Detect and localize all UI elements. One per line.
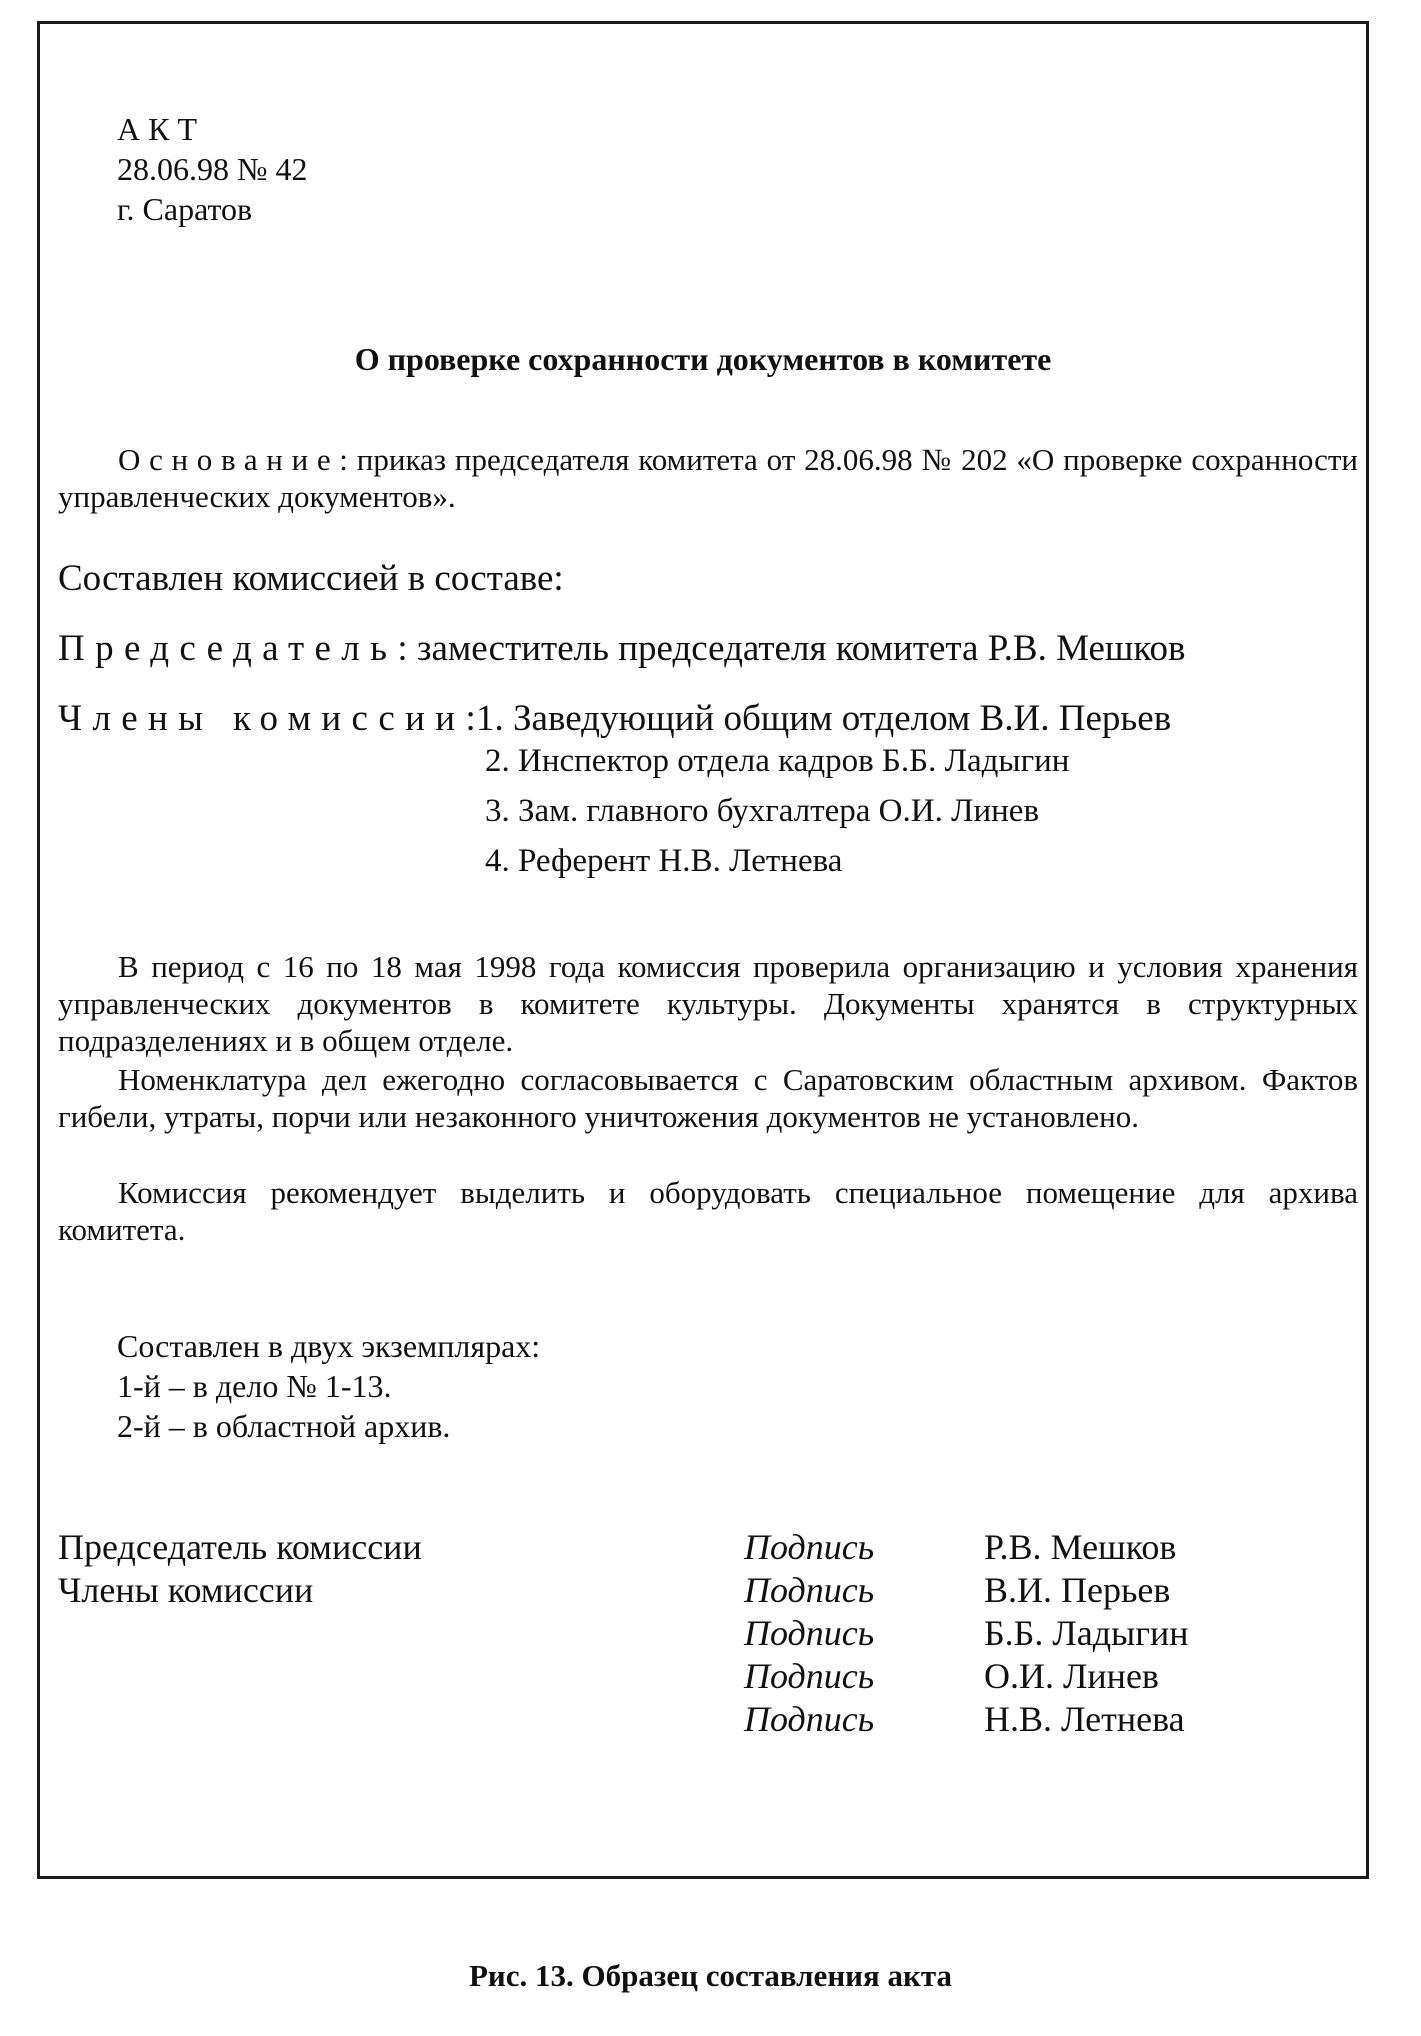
signature-names <box>984 1526 1189 1741</box>
role-chairman: Председатель комиссии <box>58 1527 422 1567</box>
signature-marks <box>744 1526 874 1741</box>
basis-text: : приказ председателя комитета от 28.06.98 № 202 «О проверке сохранности управленческих документов». <box>58 442 1358 514</box>
basis-paragraph <box>58 441 1358 515</box>
basis-label: Основание <box>118 442 340 477</box>
member-item: 1. Заведующий общим отделом В.И. Перьев <box>476 698 1172 739</box>
signature-roles <box>58 1526 422 1612</box>
commission-intro: Составлен комиссией в составе: <box>58 558 564 599</box>
member-item: 4. Референт Н.В. Летнева <box>485 843 843 879</box>
role-members: Члены комиссии <box>58 1570 314 1610</box>
doc-date-number: 28.06.98 № 42 <box>117 151 308 187</box>
doc-type: А К Т <box>117 111 197 147</box>
copies-item: 2-й – в областной архив. <box>117 1408 451 1444</box>
chairman-label: Председатель <box>58 628 398 669</box>
body-paragraph: В период с 16 по 18 мая 1998 года комиссия проверила организацию и условия хранения управленческих документов в комитете культуры. Документы хранятся в структурных подразделениях и в общем отделе. <box>58 949 1358 1058</box>
signer-name: О.И. Линев <box>984 1656 1159 1696</box>
member-item: 3. Зам. главного бухгалтера О.И. Линев <box>485 793 1040 829</box>
members-label-line: Члены комиссии: <box>58 698 476 739</box>
signature-mark: Подпись <box>744 1570 875 1610</box>
copies-intro: Составлен в двух экземплярах: <box>117 1328 541 1364</box>
body-paragraph: Комиссия рекомендует выделить и оборудовать специальное помещение для архива комитета. <box>58 1175 1358 1247</box>
signer-name: Н.В. Летнева <box>984 1699 1185 1739</box>
doc-city: г. Саратов <box>117 191 253 227</box>
member-item: 2. Инспектор отдела кадров Б.Б. Ладыгин <box>485 743 1070 779</box>
doc-title: О проверке сохранности документов в комитете <box>354 341 1052 377</box>
body-paragraph: Номенклатура дел ежегодно согласовывается с Саратовским областным архивом. Фактов гибели, утраты, порчи или незаконного уничтожения документов не установлено. <box>58 1062 1358 1134</box>
signer-name: Р.В. Мешков <box>984 1527 1177 1567</box>
signer-name: Б.Б. Ладыгин <box>984 1613 1189 1653</box>
copies-item: 1-й – в дело № 1-13. <box>117 1368 392 1404</box>
signature-mark: Подпись <box>744 1613 875 1653</box>
chairman-line <box>58 627 1185 670</box>
signature-mark: Подпись <box>744 1656 875 1696</box>
signature-mark: Подпись <box>744 1527 875 1567</box>
chairman-text: : заместитель председателя комитета Р.В. Мешков <box>397 628 1186 669</box>
signer-name: В.И. Перьев <box>984 1570 1171 1610</box>
signature-mark: Подпись <box>744 1699 875 1739</box>
members-label: Члены комиссии <box>58 698 466 739</box>
figure-caption: Рис. 13. Образец составления акта <box>468 1958 953 1993</box>
